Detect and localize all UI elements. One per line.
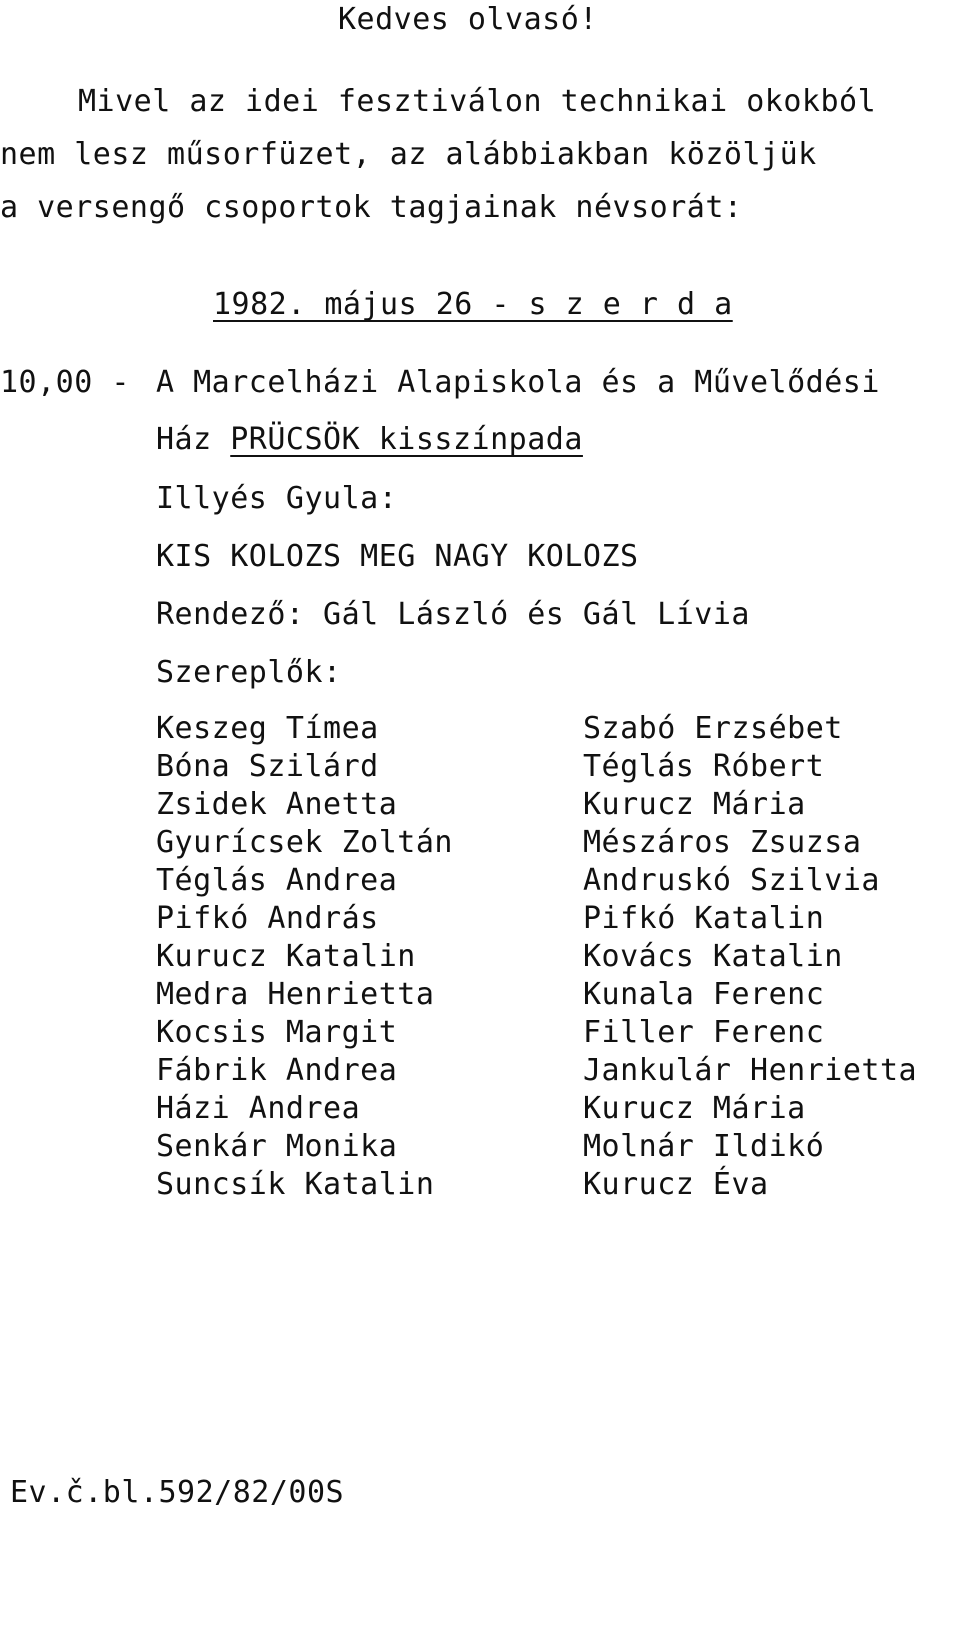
cast-member: Kurucz Mária: [583, 787, 806, 822]
cast-member: Kurucz Katalin: [156, 939, 416, 974]
director-line: Rendező: Gál László és Gál Lívia: [156, 597, 750, 632]
cast-member: Kunala Ferenc: [583, 977, 825, 1012]
cast-member: Suncsík Katalin: [156, 1167, 435, 1202]
theatre-name: PRÜCSÖK kisszínpada: [230, 422, 583, 457]
cast-list-right: [583, 710, 917, 1204]
cast-member: Gyurícsek Zoltán: [156, 825, 453, 860]
play-author: Illyés Gyula:: [156, 481, 398, 516]
cast-member: Pifkó András: [156, 901, 379, 936]
cast-member: Kurucz Éva: [583, 1167, 769, 1202]
event-line-2-prefix: Ház: [156, 422, 231, 457]
cast-member: Kocsis Margit: [156, 1015, 398, 1050]
cast-member: Házi Andrea: [156, 1091, 361, 1126]
intro-line-3: a versengő csoportok tagjainak névsorát:: [0, 190, 743, 225]
cast-member: Kurucz Mária: [583, 1091, 806, 1126]
cast-member: Filler Ferenc: [583, 1015, 825, 1050]
play-title: KIS KOLOZS MEG NAGY KOLOZS: [156, 539, 639, 574]
cast-member: Kovács Katalin: [583, 939, 843, 974]
cast-label: Szereplők:: [156, 655, 342, 690]
cast-member: Jankulár Henrietta: [583, 1053, 918, 1088]
program-time: 10,00 -: [0, 365, 130, 400]
cast-list-left: [156, 710, 453, 1204]
cast-member: Zsidek Anetta: [156, 787, 398, 822]
cast-member: Andruskó Szilvia: [583, 863, 880, 898]
cast-member: Téglás Róbert: [583, 749, 825, 784]
event-line-1: A Marcelházi Alapiskola és a Művelődési: [156, 365, 880, 400]
date-heading: 1982. május 26 - s z e r d a: [213, 287, 733, 322]
cast-member: Bóna Szilárd: [156, 749, 379, 784]
cast-member: Pifkó Katalin: [583, 901, 825, 936]
event-line-2: [156, 422, 583, 458]
document-reference: Ev.č.bl.592/82/00S: [10, 1475, 345, 1510]
cast-member: Molnár Ildikó: [583, 1129, 825, 1164]
intro-line-1: Mivel az idei fesztiválon technikai okokból: [78, 84, 877, 119]
cast-member: Szabó Erzsébet: [583, 711, 843, 746]
cast-member: Medra Henrietta: [156, 977, 435, 1012]
cast-member: Fábrik Andrea: [156, 1053, 398, 1088]
cast-member: Keszeg Tímea: [156, 711, 379, 746]
greeting: Kedves olvasó!: [338, 2, 598, 37]
cast-member: Téglás Andrea: [156, 863, 398, 898]
cast-member: Senkár Monika: [156, 1129, 398, 1164]
intro-line-2: nem lesz műsorfüzet, az alábbiakban közöljük: [0, 137, 817, 172]
cast-member: Mészáros Zsuzsa: [583, 825, 862, 860]
